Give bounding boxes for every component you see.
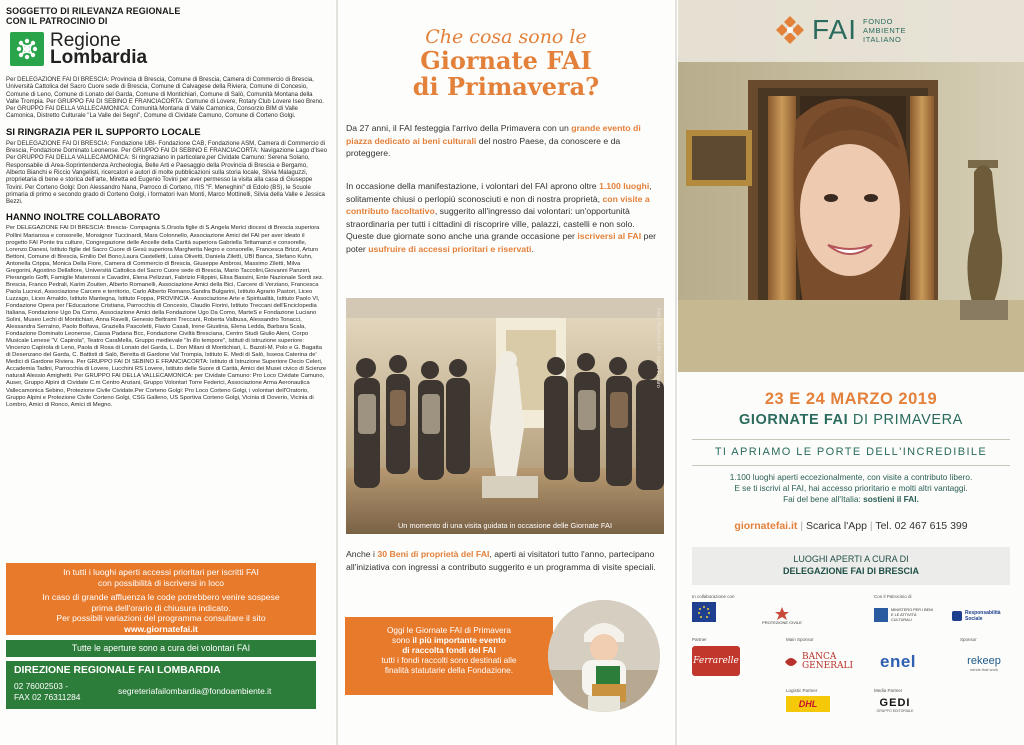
- p3-text-a: Anche i: [346, 549, 378, 559]
- aperture-note-box: [6, 640, 316, 657]
- collaborato-title: HANNO INOLTRE COLLABORATO: [6, 212, 161, 224]
- info-line3-bold: sostieni il FAI.: [863, 494, 919, 504]
- orange-site-link[interactable]: www.giornatefai.it: [124, 623, 198, 634]
- app-link[interactable]: Scarica l'App: [806, 520, 867, 532]
- ferrarelle-logo: [692, 646, 740, 676]
- star-emblem-icon: [773, 606, 791, 620]
- luoghi-box: [692, 547, 1010, 585]
- fondo-1: FONDO: [863, 16, 894, 26]
- label-partner: Partner: [692, 637, 707, 642]
- label-main-sponsor: Main Sponsor: [786, 637, 814, 642]
- gedi-text: GEDI: [879, 697, 911, 709]
- p2-text-e: .: [531, 243, 534, 254]
- p2-highlight-1: 1.100 luoghi: [599, 181, 650, 191]
- beni-paragraph: [346, 548, 664, 573]
- right-panel: [678, 0, 1024, 745]
- event-date: 23 E 24 MARZO 2019: [764, 390, 938, 408]
- p3-highlight: 30 Beni di proprietà del FAI: [377, 549, 490, 559]
- dhl-text: DHL: [798, 699, 818, 709]
- enel-text: enel: [879, 652, 917, 671]
- label-media: Media Partner: [874, 688, 903, 693]
- luoghi-line1: LUOGHI APERTI A CURA DI: [793, 554, 909, 564]
- orange-line5: Per possibili variazioni del programma consultare il sito: [56, 613, 266, 624]
- orange-line1: In tutti i luoghi aperti accessi prioritari per iscritti FAI: [63, 567, 259, 577]
- tagline: TI APRIAMO LE PORTE DELL'INCREDIBILE: [714, 446, 988, 458]
- p2-highlight-3: iscriversi al FAI: [577, 231, 642, 242]
- divider-top: [692, 439, 1010, 440]
- banca-text-1: BANCA: [801, 652, 837, 662]
- patrocinio-title-2: CON IL PATROCINIO DI: [6, 16, 108, 26]
- rekeep-tagline: minds that work: [969, 666, 998, 672]
- tel-link[interactable]: Tel. 02 467 615 399: [875, 520, 968, 532]
- note-line3: tutti i fondi raccolti sono destinati alle: [381, 655, 517, 665]
- child-volunteer-photo: [548, 600, 660, 712]
- divider-bottom: [692, 465, 1010, 466]
- ferrarelle-text: Ferrarelle: [693, 656, 739, 666]
- info-line3: Fai del bene all'Italia:: [783, 494, 864, 504]
- ringrazia-text: Per DELEGAZIONE FAI DI BRESCIA: Fondazione UBI- Fondazione CAB, Fondazione ASM, Camera di Commercio di Brescia, Fondazione Dominato Leonense. Per GRUPPO FAI DI SEBINO E FRANCIACORTA: Navigazione Lago d'Iseo Per GRUPPO FAI DELLA VALLECAMONICA: Si ringraziano in particolare,per Cividate Camuno: Serena Solano, Responsabile di Area-Soprintendenza Archeologia, Belle Arti e Paesaggio della Provincia di Brescia e Bergamo, Alberto Bianchi e Riccio Vangelisti, ricercatori e autori di molte pubblicazioni sulla storia locale, Silvia Malaguzzi, proprietaria di bene e storica dell'arte, Miretta ed Eugenio Tovini per aver permesso la visita alla casa di Giuseppe Tovini. Per Corteno Golgi: Don Alessandro Nana, Parroco di Corteno, l'IIS "F. Meneghini" di Edolo (BS), le Scuole primaria di primo e secondo grado di Corteno Golgi, i formatori Ivan Monti, Marco Mottinelli, Silvia della Valle e Jessica Bezzi.: [6, 139, 328, 206]
- p2-highlight-2: con visite a contributo facoltativo: [346, 193, 650, 217]
- eu-stars-icon: [695, 605, 713, 619]
- info-orange-box: [6, 563, 316, 635]
- fax-number: FAX 02 76311284: [14, 692, 81, 702]
- fold-divider-2: [675, 0, 677, 745]
- dhl-logo: [786, 696, 830, 712]
- note-bold2: di raccolta fondi del FAI: [402, 645, 496, 655]
- label-collab: In collaborazione con: [692, 594, 735, 599]
- label-logistic: Logistic Partner: [786, 688, 818, 693]
- note-line4: finalità statutarie della Fondazione.: [384, 665, 514, 675]
- banca-text-2: GENERALI: [801, 661, 853, 671]
- rai-text: Responsabilità Sociale: [965, 610, 1001, 622]
- orange-line3: In caso di grande affluenza le code potrebbero venire sospese: [42, 592, 280, 603]
- p1-text-b: del nostro Paese, da conoscere e da proteggere.: [346, 135, 621, 159]
- p1-highlight: grande evento di piazza dedicato ai beni culturali: [346, 123, 641, 146]
- eu-flag-logo: [692, 602, 716, 622]
- event-name-bold: GIORNATE FAI: [739, 412, 849, 428]
- direzione-box: [6, 661, 316, 709]
- regione-line2: Lombardia: [50, 47, 148, 68]
- contacts-row: giornatefai.it | Scarica l'App | Tel. 02 467 615 399: [734, 520, 968, 532]
- enel-logo: [870, 650, 926, 674]
- protezione-civile-logo: [762, 602, 802, 628]
- lion-emblem-icon: [783, 654, 799, 670]
- orange-line4: prima dell'orario di chiusura indicato.: [91, 602, 231, 613]
- patrocinio-title-1: SOGGETTO DI RILEVANZA REGIONALE: [6, 6, 181, 16]
- patrocinio-text: Per DELEGAZIONE FAI DI BRESCIA: Provincia di Brescia, Comune di Brescia, Camera di Commercio di Brescia, Università Cattolica del Sacro Cuore sede di Brescia, Comune di Calvagese della Riviera, Comune di Concesio, Comune di Leno, Comune di Lonato del Garda, Comune di Montichiari, Comune di Salò, Comunità Montana della Valle Trompia. Per GRUPPO FAI DI SEBINO E FRANCIACORTA: Comune di Lovere, Rotary Club Lovere Iseo Breno. Per GRUPPO FAI DELLA VALLECAMONICA: Comunità Montana di Valle Camonica, Consorzio BIM di Valle Camonica, Distretto Culturale "La Valle dei Segni", Comune di Cividate Camuno, Comune di Corteno Golgi.: [6, 76, 325, 120]
- aperture-note: Tutte le aperture sono a cura dei volontari FAI: [71, 643, 251, 653]
- ringrazia-title: SI RINGRAZIA PER IL SUPPORTO LOCALE: [6, 126, 201, 138]
- p2-text-a: In occasione della manifestazione, i volontari del FAI aprono oltre: [346, 181, 600, 191]
- info-line1: 1.100 luoghi aperti eccezionalmente, con visite a contributo libero.: [729, 472, 973, 482]
- direzione-title: DIREZIONE REGIONALE FAI LOMBARDIA: [14, 665, 221, 676]
- gedi-logo: [874, 694, 916, 716]
- photo-caption: Un momento di una visita guidata in occasione delle Giornate FAI: [397, 521, 613, 530]
- event-name-rest: DI PRIMAVERA: [848, 412, 963, 428]
- event-name: [678, 412, 1024, 428]
- collaborato-text: Per DELEGAZIONE FAI DI BRESCIA: Brescia- Compagnia S.Orsola figlie di S.Angela Merici diocesi di Brescia superiora Pollini Mariarosa e consorelle, Monsignor Tuccinardi, Mara Colonnello, Associazione Amici del FAI per aver ideato il progetto FAI Ponte tra culture, Congregazione delle Ancelle della Carità superiora Gabriella Tettamanzi e consorelle, Lorenzo Danesi, Istituto figlie del Sacro Cuore di Gesù superiora Margherita Negro e consorelle, Francesca Brizzi, Arturo Bettoni, Comune di Brescia, Emilio Del Bono,Laura Castelletti, Luisa Olivetti, Daniela Zilettì, UBI Banca, Stefano Kuhn, Antonella Crippa, Monica Della Fiore, Camera di Commercio di Brescia, Giuseppe Ambrosi, Massimo Ziletti, Milva Gregorini, Agostino Dellafiore, Università Cattolica del Sacro Cuore sede di Brescia, Mario Taccolini,Giovanni Panzeri, Pierangelo Goffi, Famiglie Materossi e Cavadini, Elena Pelizzari, Fabrizio Filippini, Elisa Bassini, Ente Nazionale Sordi sez. Brescia, Franco Pedrali, Karim Zouiten, Alberto Romanelli, Associazione Amici della Bici, Carcere di Verziano, Francesca Paola Lucrezi, Associazione Carcere e territorio, Carlo Alberto Romano,Sandra Bulgarini, Istituto Agrario Pastori, Liceo Luzzago, Liceo Arnaldo, Istituto Mantegna, Istituto Foppa, PROVINCIA - Associazione Arte e Spiritualità, Istituto Paolo VI, Fondazione Opera per l'Educazione Cristiana, Parrocchia di Concesio, Claudio Fiorini, Istituto Treccani dell'Enciclopedia Italiana, Fondazione Ugo Da Como, Associazione Amici della Fondazione Ugo Da Como, MarteS e Fondazione Luciano Solini, Museo Lechi di Montichiari, Anna Ravelli, Genesio Beltrami Treccani, Roberta Valbusa, Alessandro Tonacci, Alessandra Serraino, Paolo Bolfava, Graziella Pascoletti, Flavio Casali, Irene Giustina, Elena Ledda, Barbara Scala, Fondazione Dominato Leonense, Cassa Padana Bcc, Fondazione Civiltà Bresciana, Centro Studi Giulio Aleni, Corpo Musicale Lenese "V. Capirola", Teatro CaraMella, Gruppo medievale "In illo tempore", Istituti di istruzione superiore: Vincenzo Capirola di Leno, Paola di Rosa di Lonato del Garda, L. Don Milani di Montichiari, L. Bazoli-M. Polo e G. Bagatta di Desenzano del Garda, C. Battisti di Salò, Beretta di Gardone Val Trompia, Istituto E. Medi di Salò, Isseoa Caterina de' Medici di Gardone Riviera. Per GRUPPO FAI DI SEBINO E FRANCIACORTA: Istituto di Istruzione Superiore Decio Celeri, Accademia Tadini, Parrocchia di Lovere, Lucchini RS Lovere, Istituto delle Suore di Carità, Amici dei Musei civico di Scienze naturali Alessio Amighetti. Per GRUPPO FAI DELLA VALLECAMONICA: per Cividate Camuno: Pro Loco Cividate Camuno, Auser, Gruppo Alpini di Cividate C.m Centro Anziani, Gruppo Volontari Torre Federici, Associazione Arma Aeronautica Vallecamonica Sebino, Protezione Civile Cividate.Per Corteno Golgi: Pro Loco Corteno Golgi, i volontari dell'Oratorio, Gruppo Alpini e Protezione Civile Corteno Golgi, CSG Galleno, US Sportiva Corteno Golgi, Vicinia di Doverio, Vicinia di Lombro, Amici di Ronco, Amici di Megno.: [6, 225, 327, 408]
- gedi-tagline: GRUPPO EDITORIALE: [876, 709, 914, 713]
- p2-text-b: , solitamente chiusi o perlopiù sconosciuti e non di nostra proprietà,: [346, 181, 652, 204]
- note-bold1: il più importante evento: [412, 635, 506, 645]
- rekeep-logo: [954, 648, 1014, 678]
- phone-number[interactable]: 02 76002503 -: [14, 681, 69, 691]
- fai-logo: [774, 14, 906, 46]
- fondo-3: ITALIANO: [863, 34, 902, 44]
- rai-emblem-icon: [952, 611, 962, 621]
- regione-lombardia-logo: [10, 32, 327, 66]
- rai-logo: [952, 608, 1014, 624]
- site-link[interactable]: giornatefai.it: [734, 520, 798, 532]
- ministero-emblem-icon: [874, 608, 888, 622]
- guided-visit-photo: [346, 298, 664, 534]
- mid-title: [338, 26, 674, 100]
- fai-logo-icon: [774, 14, 806, 46]
- mid-title-line3: di Primavera?: [412, 72, 600, 101]
- p2-text-c: , suggerito all'ingresso dai volontari: un'opportunità straordinaria per tutti i cittadini di riscoprire ville, palazzi, castelli e non solo. Queste due giornate sono anche una grande occasione per: [346, 206, 635, 242]
- raccolta-fondi-note: [345, 617, 553, 695]
- intro-paragraph: [346, 122, 664, 160]
- email-link[interactable]: segreteriafailombardia@fondoambiente.it: [118, 686, 272, 696]
- manifestazione-paragraph: [346, 180, 664, 256]
- note-line1: Oggi le Giornate FAI di Primavera: [386, 625, 512, 635]
- info-line2: E se ti iscrivi al FAI, hai accesso prioritario e molti altri vantaggi.: [734, 483, 968, 493]
- info-paragraph: [678, 472, 1024, 505]
- p2-text-d: per poter: [346, 231, 657, 254]
- rekeep-text: rekeep: [967, 654, 1001, 667]
- note-line2: sono: [392, 635, 413, 645]
- regione-line1: Regione: [50, 30, 121, 51]
- p1-text-a: Da 27 anni, il FAI festeggia l'arrivo della Primavera con un: [346, 123, 572, 133]
- label-patrocinio: Con il Patrocinio di: [874, 594, 912, 599]
- mid-title-line2: Giornate FAI: [420, 46, 592, 75]
- rosa-camuna-icon: [10, 32, 44, 66]
- banca-generali-logo: [780, 650, 856, 674]
- p3-text-b: , aperti ai visitatori tutto l'anno, partecipano all'iniziativa con ingressi a contributo suggerito e un programma di visite speciali.: [346, 549, 656, 572]
- ministero-text: MINISTERO PER I BENI E LE ATTIVITÀ CULTURALI: [891, 607, 933, 622]
- orange-line2: con possibilità di iscriversi in loco: [97, 577, 225, 588]
- label-sponsor: Sponsor: [960, 637, 977, 642]
- fai-logo-text: FAI: [812, 14, 858, 45]
- ministero-logo: [874, 604, 934, 626]
- protezione-text: PROTEZIONE CIVILE: [762, 619, 802, 625]
- p2-highlight-4: usufruire di accessi prioritari e riservati: [368, 243, 532, 254]
- mid-title-line1: Che cosa sono le: [425, 26, 587, 48]
- luoghi-line2: DELEGAZIONE FAI DI BRESCIA: [782, 566, 919, 576]
- hero-photo: [678, 0, 1024, 372]
- photo-credit: Foto: Archivio FAI - Dario Fusaro: [655, 308, 661, 388]
- fondo-2: AMBIENTE: [863, 25, 907, 35]
